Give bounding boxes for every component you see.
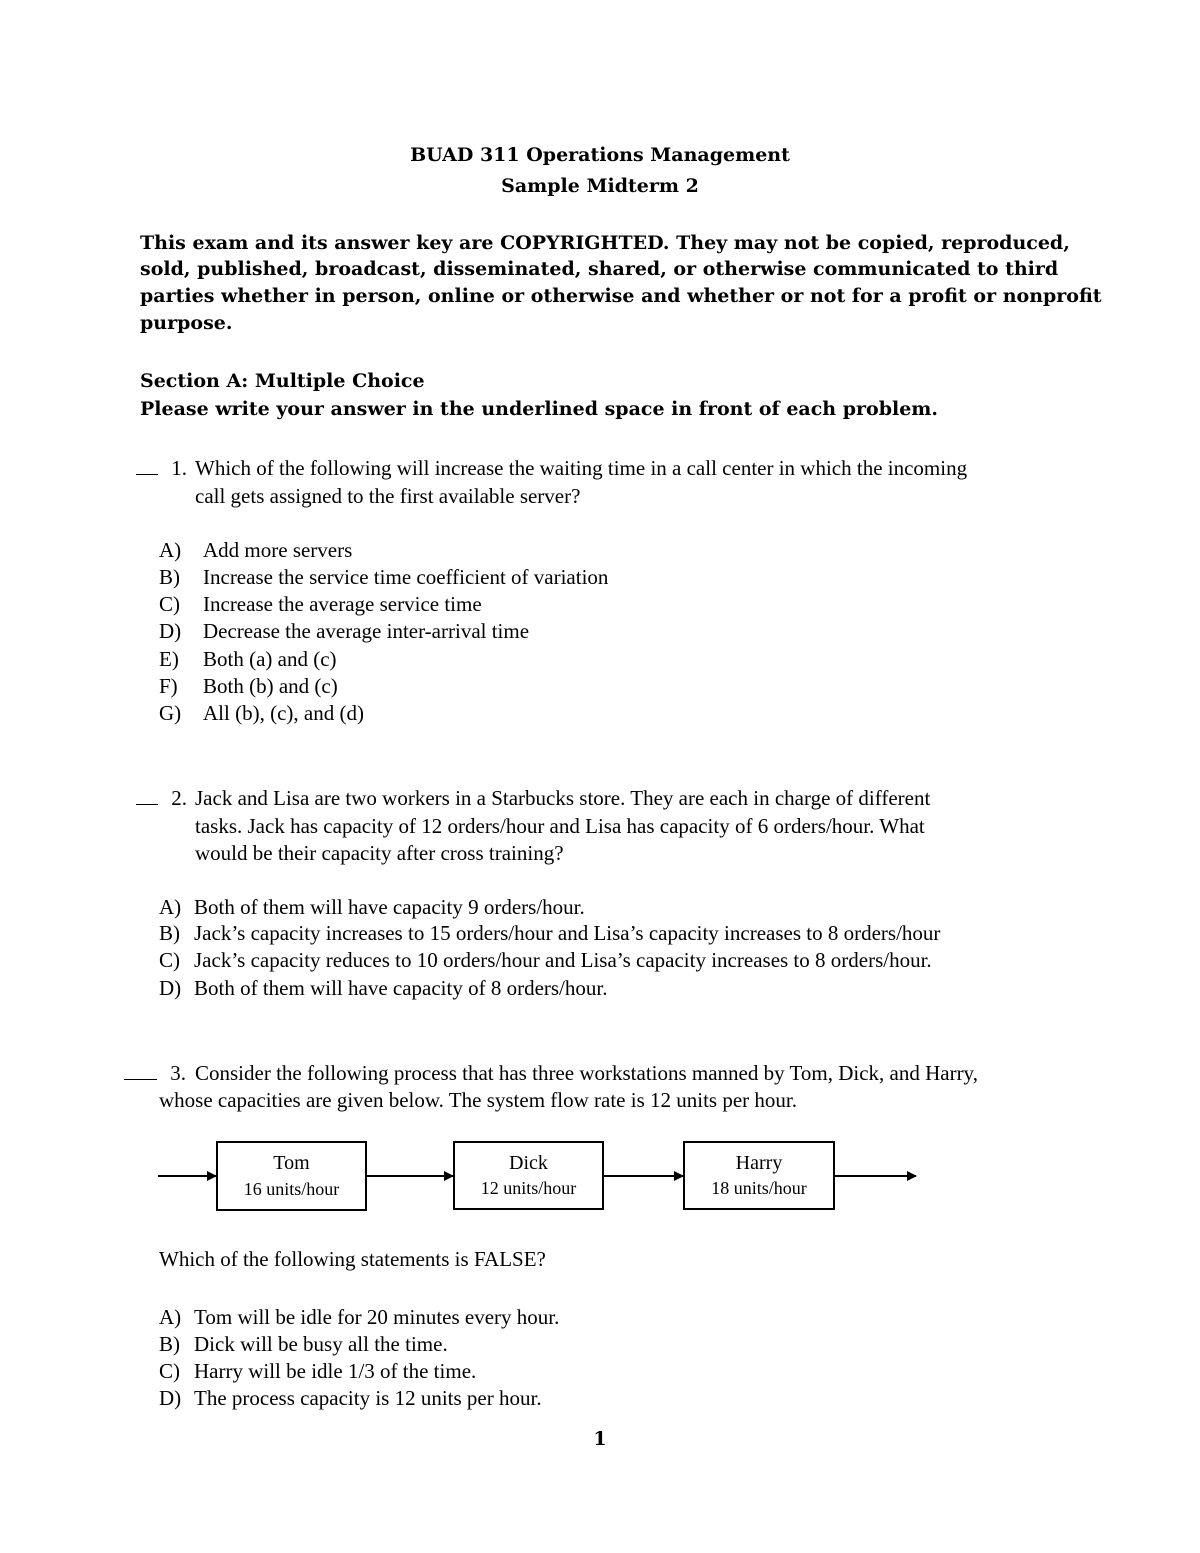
option-text: Both (b) and (c) xyxy=(203,674,338,698)
copyright-line: sold, published, broadcast, disseminated, shared, or otherwise communicated to third xyxy=(140,258,1059,280)
question-3-number: 3. xyxy=(124,1061,186,1086)
option-text: Both (a) and (c) xyxy=(203,647,337,671)
page-number: 1 xyxy=(593,1428,607,1450)
option-letter: C) xyxy=(159,1359,180,1383)
option-letter: G) xyxy=(159,701,182,725)
station-dick-capacity: 12 units/hour xyxy=(480,1178,577,1198)
question-2-text: tasks. Jack has capacity of 12 orders/hour and Lisa has capacity of 6 orders/hour. What xyxy=(195,814,925,838)
question-2-number: 2. xyxy=(136,786,187,811)
option-text: All (b), (c), and (d) xyxy=(203,701,364,725)
section-instruction: Please write your answer in the underlined space in front of each problem. xyxy=(140,398,939,420)
station-harry-capacity: 18 units/hour xyxy=(711,1178,807,1198)
question-1-number: 1. xyxy=(136,456,187,481)
option-letter: D) xyxy=(159,619,182,643)
copyright-line: parties whether in person, online or otherwise and whether or not for a profit or nonprofit xyxy=(140,285,1102,307)
option-letter: A) xyxy=(159,538,182,562)
option-text: Decrease the average inter-arrival time xyxy=(203,619,530,643)
copyright-line: purpose. xyxy=(140,312,233,334)
question-3-text: whose capacities are given below. The system flow rate is 12 units per hour. xyxy=(159,1088,797,1112)
question-3-followup: Which of the following statements is FALSE? xyxy=(159,1247,546,1271)
option-letter: B) xyxy=(159,1332,180,1356)
question-2-text: would be their capacity after cross training? xyxy=(195,841,564,865)
question-2-text: Jack and Lisa are two workers in a Starbucks store. They are each in charge of different xyxy=(195,786,931,810)
option-text: Jack’s capacity reduces to 10 orders/hour and Lisa’s capacity increases to 8 orders/hour. xyxy=(194,948,932,972)
station-tom-capacity: 16 units/hour xyxy=(243,1179,340,1199)
station-tom-name: Tom xyxy=(273,1152,310,1174)
copyright-line: This exam and its answer key are COPYRIGHTED. They may not be copied, reproduced, xyxy=(140,232,1070,254)
option-letter: F) xyxy=(159,674,178,698)
option-letter: A) xyxy=(159,1305,182,1329)
option-letter: B) xyxy=(159,565,180,589)
option-letter: A) xyxy=(159,895,182,919)
course-title: BUAD 311 Operations Management xyxy=(410,144,790,166)
option-text: The process capacity is 12 units per hour. xyxy=(194,1386,542,1410)
option-text: Increase the average service time xyxy=(203,592,482,616)
section-title: Section A: Multiple Choice xyxy=(140,370,425,392)
option-text: Both of them will have capacity 9 orders/hour. xyxy=(194,895,585,919)
question-3-text: Consider the following process that has three workstations manned by Tom, Dick, and Harry, xyxy=(195,1061,978,1085)
question-1-text: call gets assigned to the first available server? xyxy=(195,484,581,508)
station-harry-name: Harry xyxy=(735,1152,783,1174)
option-text: Harry will be idle 1/3 of the time. xyxy=(194,1359,477,1383)
question-1-text: Which of the following will increase the waiting time in a call center in which the incoming xyxy=(195,456,968,480)
station-dick-name: Dick xyxy=(509,1152,548,1174)
option-letter: C) xyxy=(159,948,180,972)
option-text: Dick will be busy all the time. xyxy=(194,1332,448,1356)
option-letter: D) xyxy=(159,1386,182,1410)
exam-title: Sample Midterm 2 xyxy=(501,175,699,197)
option-text: Add more servers xyxy=(203,538,353,562)
option-letter: D) xyxy=(159,976,182,1000)
option-letter: E) xyxy=(159,647,179,671)
option-letter: B) xyxy=(159,921,180,945)
option-letter: C) xyxy=(159,592,180,616)
option-text: Tom will be idle for 20 minutes every hour. xyxy=(194,1305,560,1329)
option-text: Both of them will have capacity of 8 orders/hour. xyxy=(194,976,608,1000)
option-text: Jack’s capacity increases to 15 orders/hour and Lisa’s capacity increases to 8 orders/hour xyxy=(194,921,941,945)
option-text: Increase the service time coefficient of variation xyxy=(203,565,609,589)
